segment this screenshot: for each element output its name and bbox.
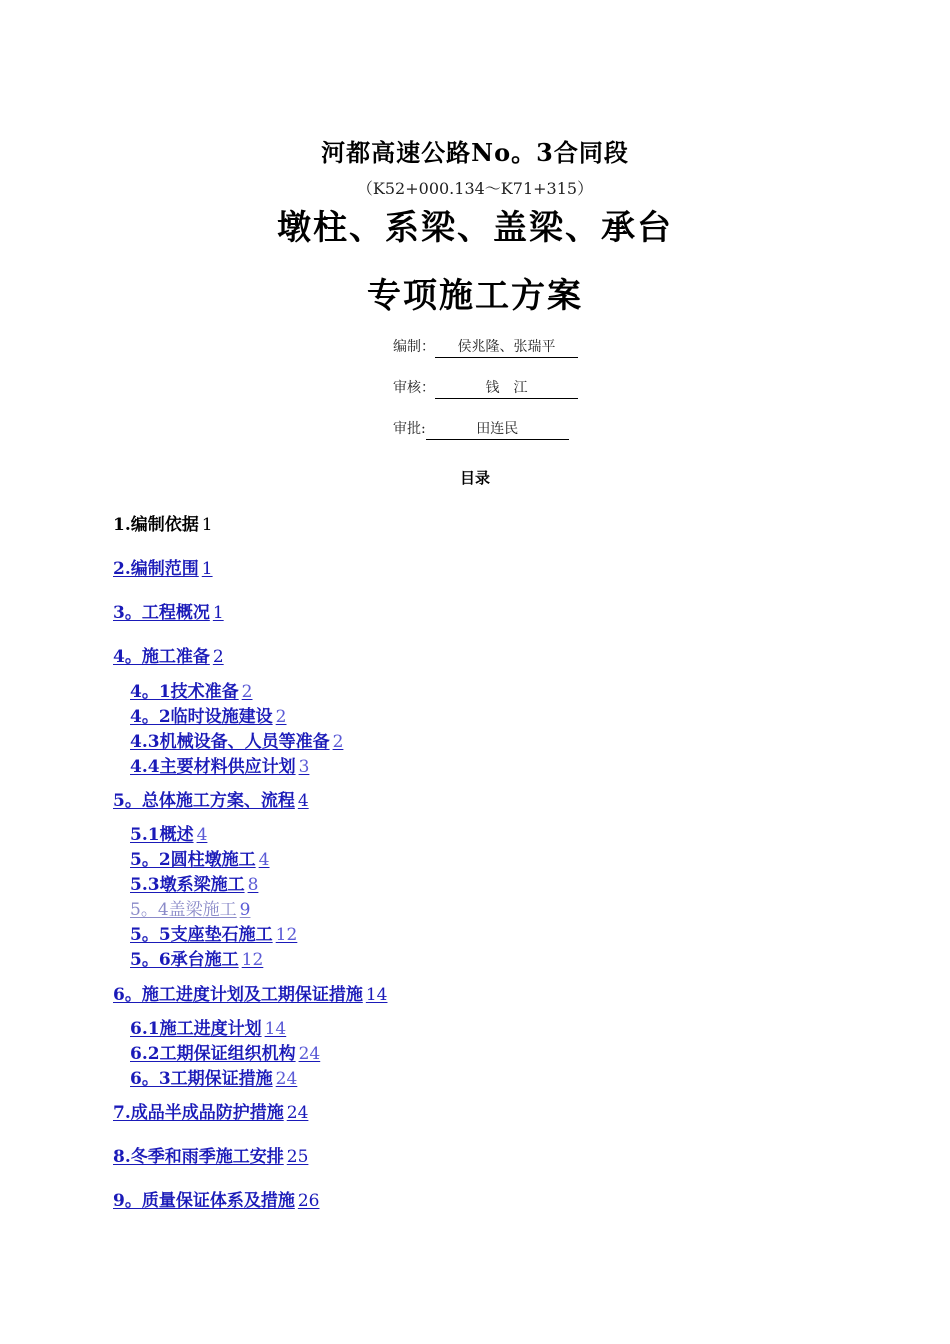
mileage-range: （K52+000.134～K71+315）	[356, 179, 594, 198]
toc-item-page: 24	[286, 1103, 309, 1123]
toc-item-page: 4	[196, 825, 208, 845]
toc-item-text: 8.冬季和雨季施工安排	[113, 1147, 284, 1167]
signature-value: 钱 江	[435, 377, 578, 399]
toc-item-page: 9	[239, 900, 251, 920]
toc-item-text: 5。5支座垫石施工	[130, 925, 273, 945]
toc-link[interactable]	[130, 870, 258, 895]
toc-item-text: 3。工程概况	[113, 603, 210, 623]
toc-link[interactable]	[130, 920, 297, 945]
toc-item-text: 4.4主要材料供应计划	[130, 757, 296, 777]
toc-item-page: 3	[298, 757, 310, 777]
toc-item-text: 5.1概述	[130, 825, 194, 845]
toc-item-text: 5.3墩系梁施工	[130, 875, 245, 895]
toc-link[interactable]	[113, 1186, 319, 1211]
signature-label: 编制：	[393, 339, 435, 355]
toc-item-text: 2.编制范围	[113, 559, 199, 579]
signature-label: 审核：	[393, 380, 435, 396]
toc-link[interactable]	[130, 677, 253, 702]
toc-item-page: 12	[241, 950, 264, 970]
signature-label: 审批:	[393, 421, 426, 437]
toc-link[interactable]	[113, 1098, 308, 1123]
toc-link[interactable]	[130, 945, 263, 970]
toc-item-page: 2	[212, 647, 224, 667]
document-title: 墩柱、系梁、盖梁、承台	[277, 208, 673, 248]
toc-item-text: 4。施工准备	[113, 647, 210, 667]
toc-item-page: 2	[241, 682, 253, 702]
toc-item-text: 5。总体施工方案、流程	[113, 791, 295, 811]
toc-item-page: 2	[332, 732, 344, 752]
toc-item-page: 1	[212, 603, 224, 623]
toc-title: 目录	[459, 469, 490, 487]
signature-compiled	[393, 336, 578, 358]
toc-item-text: 4。2临时设施建设	[130, 707, 273, 727]
toc-link[interactable]	[130, 702, 287, 727]
toc-item-page: 24	[275, 1069, 298, 1089]
toc-link[interactable]	[130, 1064, 297, 1089]
toc-item-text: 6。施工进度计划及工期保证措施	[113, 985, 363, 1005]
toc-link[interactable]	[130, 1039, 320, 1064]
toc-link[interactable]	[113, 554, 213, 579]
toc-item-text: 6.1施工进度计划	[130, 1019, 262, 1039]
toc-item-page: 26	[297, 1191, 320, 1211]
toc-item-text: 5。4盖梁施工	[130, 900, 237, 920]
toc-item[interactable]	[113, 510, 213, 535]
toc-item-page: 25	[286, 1147, 309, 1167]
toc-item-page: 4	[258, 850, 270, 870]
toc-item-text: 5。6承台施工	[130, 950, 239, 970]
toc-link[interactable]	[130, 895, 250, 920]
toc-item-page: 1	[201, 559, 213, 579]
signature-approved	[393, 418, 569, 440]
toc-link[interactable]	[113, 980, 387, 1005]
toc-item-page: 4	[297, 791, 309, 811]
toc-item-text: 6.2工期保证组织机构	[130, 1044, 296, 1064]
toc-link[interactable]	[130, 845, 270, 870]
toc-item-text: 7.成品半成品防护措施	[113, 1103, 284, 1123]
toc-item-page: 14	[365, 985, 388, 1005]
signature-value: 田连民	[426, 418, 569, 440]
toc-item-page: 12	[275, 925, 298, 945]
toc-item-page: 2	[275, 707, 287, 727]
document-subtitle: 专项施工方案	[367, 276, 583, 316]
toc-link[interactable]	[113, 642, 224, 667]
toc-item-text: 1.编制依据	[113, 515, 199, 535]
toc-link[interactable]	[130, 752, 309, 777]
toc-link[interactable]	[113, 598, 224, 623]
toc-item-text: 4。1技术准备	[130, 682, 239, 702]
toc-item-page: 14	[264, 1019, 287, 1039]
toc-item-page: 1	[201, 515, 213, 535]
toc-link[interactable]	[130, 727, 343, 752]
signature-value: 侯兆隆、张瑞平	[435, 336, 578, 358]
toc-item-text: 5。2圆柱墩施工	[130, 850, 256, 870]
toc-link[interactable]	[130, 820, 207, 845]
toc-link[interactable]	[130, 1014, 286, 1039]
toc-item-page: 8	[247, 875, 259, 895]
toc-link[interactable]	[113, 786, 309, 811]
toc-link[interactable]	[113, 1142, 308, 1167]
toc-item-text: 4.3机械设备、人员等准备	[130, 732, 330, 752]
project-name: 河都高速公路No。3合同段	[321, 138, 629, 167]
toc-item-page: 24	[298, 1044, 321, 1064]
signature-reviewed	[393, 377, 578, 399]
toc-item-text: 6。3工期保证措施	[130, 1069, 273, 1089]
toc-item-text: 9。质量保证体系及措施	[113, 1191, 295, 1211]
